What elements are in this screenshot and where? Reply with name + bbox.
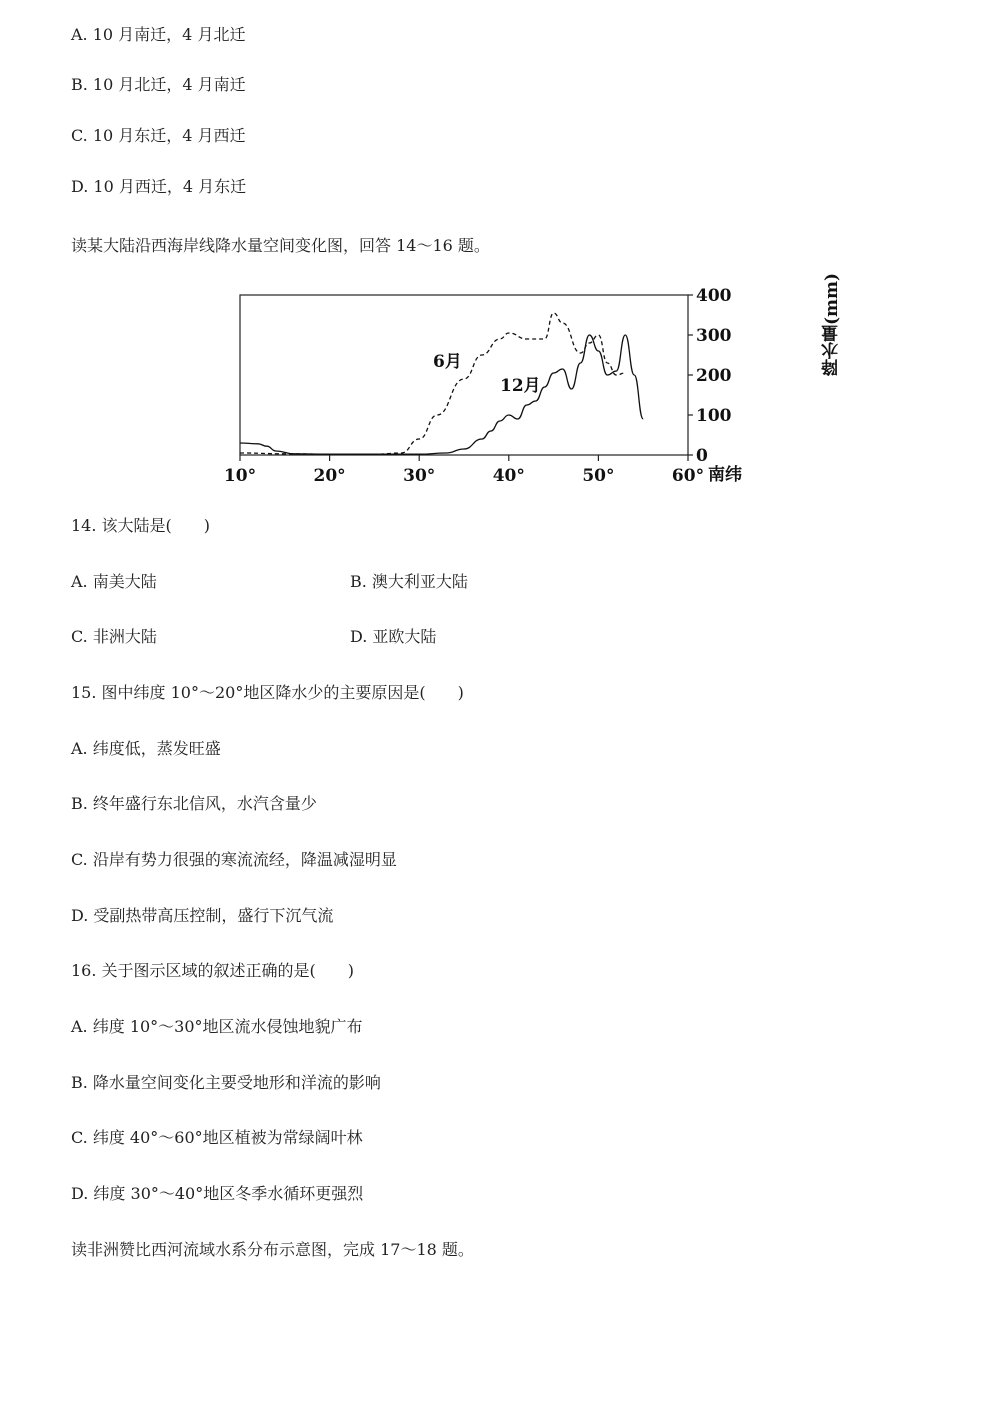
q15-option-a: A. 纬度低，蒸发旺盛 <box>71 739 221 758</box>
option-c: C. 10 月东迁，4 月西迁 <box>71 126 246 145</box>
x-tick-label: 40° <box>492 466 525 486</box>
q16-option-d: D. 纬度 30°～40°地区冬季水循环更强烈 <box>71 1184 364 1203</box>
y-axis <box>688 286 732 466</box>
q16-option-a: A. 纬度 10°～30°地区流水侵蚀地貌广布 <box>71 1017 363 1036</box>
q16-option-b: B. 降水量空间变化主要受地形和洋流的影响 <box>71 1073 381 1092</box>
q15-option-d: D. 受副热带高压控制，盛行下沉气流 <box>71 906 334 925</box>
y-tick-label: 200 <box>696 366 732 386</box>
series-label-december: 12月 <box>500 376 541 396</box>
option-a: A. 10 月南迁，4 月北迁 <box>71 25 246 44</box>
y-tick-label: 300 <box>696 326 732 346</box>
x-tick-label: 30° <box>403 466 436 486</box>
q16-option-c: C. 纬度 40°～60°地区植被为常绿阔叶林 <box>71 1128 363 1147</box>
x-tick-label: 10° <box>223 466 257 486</box>
intro-17-18: 读非洲赞比西河流域水系分布示意图，完成 17～18 题。 <box>71 1240 474 1259</box>
y-tick-label: 100 <box>696 406 732 426</box>
y-tick-label: 400 <box>696 286 732 306</box>
option-d: D. 10 月西迁，4 月东迁 <box>71 177 247 196</box>
x-axis-label: 南纬 <box>708 465 742 485</box>
intro-14-16: 读某大陆沿西海岸线降水量空间变化图，回答 14～16 题。 <box>71 236 490 255</box>
q14-option-a: A. 南美大陆 <box>71 572 157 591</box>
series-label-june: 6月 <box>433 352 462 372</box>
precipitation-chart <box>223 272 842 493</box>
x-axis <box>224 455 704 486</box>
q16-stem: 16. 关于图示区域的叙述正确的是( ) <box>71 961 355 980</box>
x-tick-label: 50° <box>582 466 615 486</box>
q15-option-c: C. 沿岸有势力很强的寒流流经，降温减湿明显 <box>71 850 397 869</box>
q14-option-d: D. 亚欧大陆 <box>350 627 437 646</box>
x-tick-label: 60° <box>671 466 705 486</box>
plot-frame <box>240 295 688 455</box>
q14-option-b: B. 澳大利亚大陆 <box>350 572 468 591</box>
q14-option-c: C. 非洲大陆 <box>71 627 157 646</box>
y-axis-label: 降水量(mm) <box>822 272 842 376</box>
q15-stem: 15. 图中纬度 10°～20°地区降水少的主要原因是( ) <box>71 683 464 702</box>
x-tick-label: 20° <box>313 466 346 486</box>
q14-stem: 14. 该大陆是( ) <box>71 516 211 535</box>
option-b: B. 10 月北迁，4 月南迁 <box>71 75 246 94</box>
q15-option-b: B. 终年盛行东北信风，水汽含量少 <box>71 794 317 813</box>
y-tick-label: 0 <box>696 446 708 466</box>
